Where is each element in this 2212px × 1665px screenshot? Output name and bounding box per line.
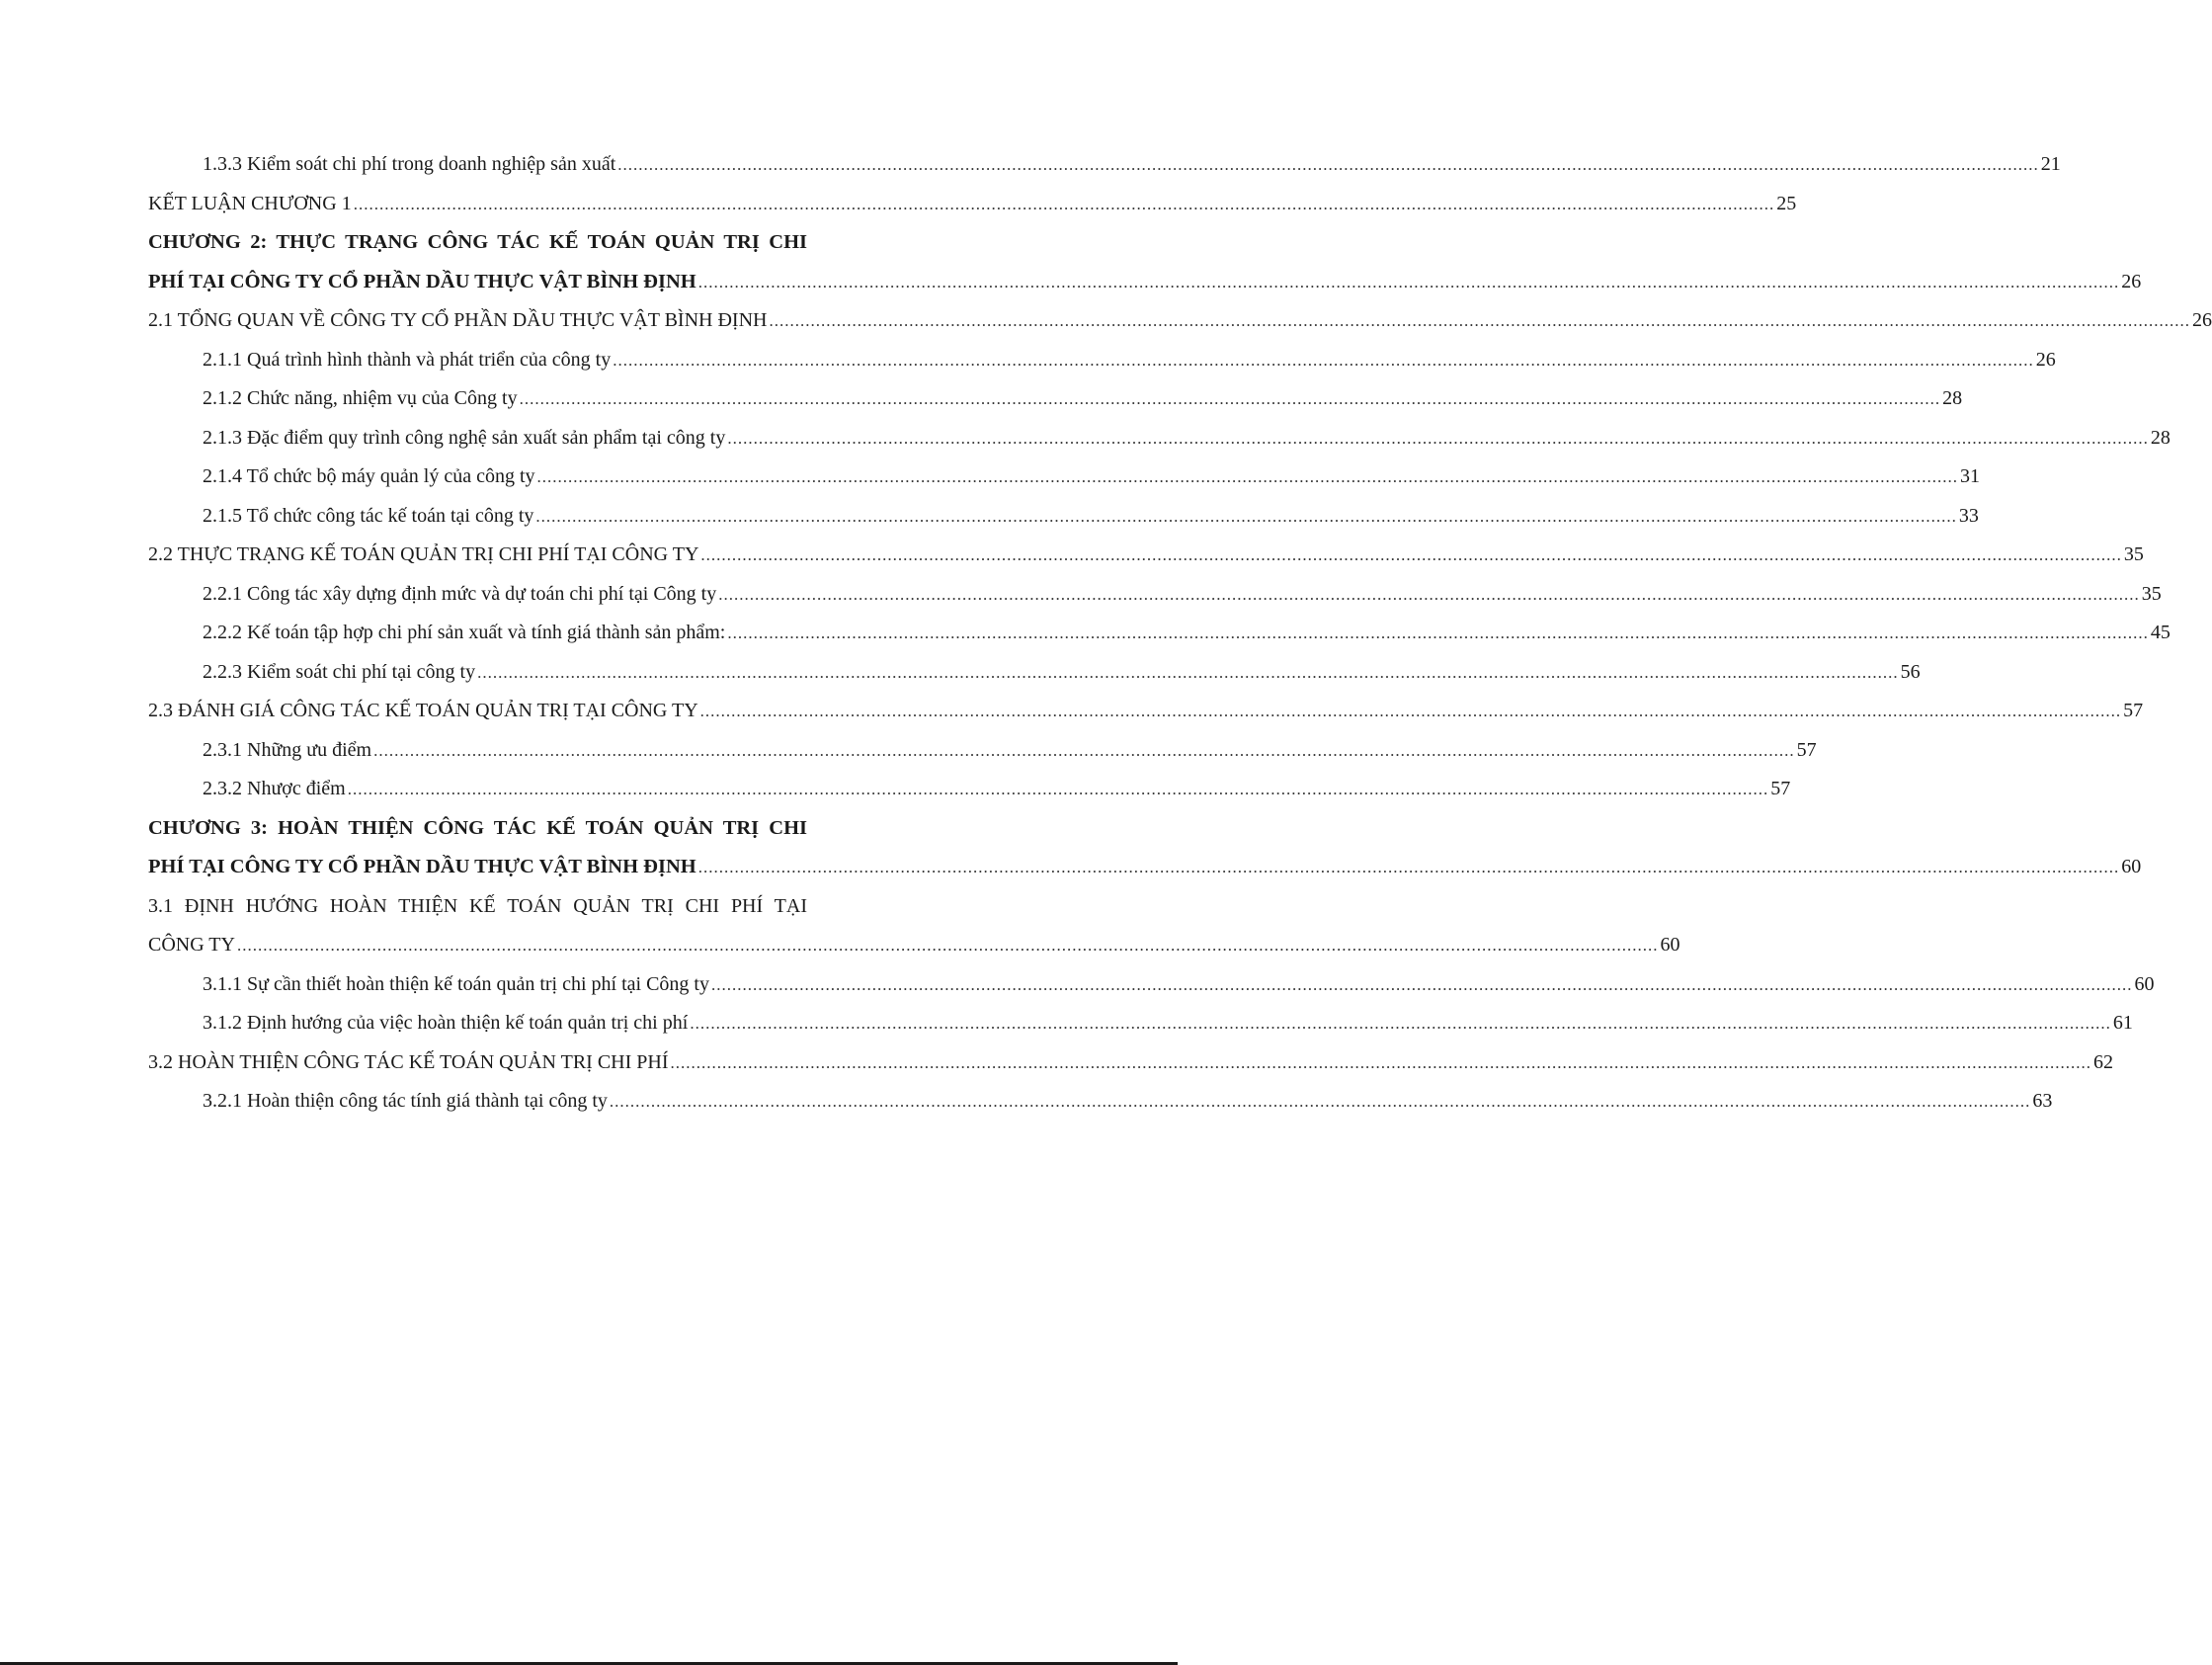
toc-entry-title: 2.1.3 Đặc điểm quy trình công nghệ sản xuất sản phẩm tại công ty: [203, 426, 726, 449]
dot-leader: [670, 1043, 2091, 1083]
toc-entry-title: 2.1 TỔNG QUAN VỀ CÔNG TY CỔ PHẦN DẦU THỰC VẬT BÌNH ĐỊNH: [148, 309, 768, 331]
toc-entry-title: 3.2 HOÀN THIỆN CÔNG TÁC KẾ TOÁN QUẢN TRỊ CHI PHÍ: [148, 1050, 669, 1073]
toc-page-number: 35: [2141, 582, 2162, 605]
toc-entry[interactable]: [148, 1004, 2133, 1043]
dot-leader: [698, 848, 2120, 887]
toc-page-number: 33: [1958, 504, 1979, 527]
toc-page-number: 60: [1660, 934, 1680, 956]
toc-page-number: 60: [2121, 856, 2142, 877]
toc-page-number: 28: [1942, 387, 1963, 409]
toc-entry[interactable]: [148, 536, 2144, 575]
toc-entry[interactable]: [148, 341, 2056, 380]
toc-page-number: 25: [1776, 192, 1797, 214]
toc-page-number: 62: [2092, 1050, 2113, 1073]
dot-leader: [348, 770, 1769, 809]
toc-entry-title: 2.3 ĐÁNH GIÁ CÔNG TÁC KẾ TOÁN QUẢN TRỊ TẠI CÔNG TY: [148, 700, 698, 721]
toc-entry[interactable]: [148, 731, 1817, 771]
toc-page-number: 26: [2121, 270, 2142, 292]
toc-entry[interactable]: [148, 379, 1963, 419]
toc-page-number: 26: [2035, 348, 2056, 371]
toc-entry[interactable]: [148, 1043, 2113, 1083]
dot-leader: [711, 965, 2133, 1005]
dot-leader: [698, 263, 2120, 302]
dot-leader: [718, 575, 2140, 615]
toc-entry[interactable]: [148, 653, 1921, 693]
toc-entry[interactable]: [148, 419, 2171, 458]
toc-entry-title: 3.2.1 Hoàn thiện công tác tính giá thành tại công ty: [203, 1090, 608, 1112]
toc-entry[interactable]: [148, 692, 2144, 731]
toc-page-number: 60: [2134, 972, 2155, 995]
toc-entry-title: 2.1.5 Tổ chức công tác kế toán tại công ty: [203, 504, 534, 527]
chapter-title-line: PHÍ TẠI CÔNG TY CỔ PHẦN DẦU THỰC VẬT BÌNH ĐỊNH: [148, 856, 696, 877]
toc-entry[interactable]: [148, 497, 1979, 537]
dot-leader: [700, 536, 2122, 575]
toc-entry-title: 2.1.1 Quá trình hình thành và phát triển của công ty: [203, 348, 612, 371]
table-of-contents: [148, 145, 2212, 1122]
toc-page-number: 63: [2032, 1090, 2053, 1112]
chapter-title-line: CHƯƠNG 3: HOÀN THIỆN CÔNG TÁC KẾ TOÁN QUẢN TRỊ CHI: [148, 816, 807, 839]
toc-entry[interactable]: [148, 770, 1791, 809]
toc-page-number: 21: [2040, 153, 2061, 175]
toc-entry-title-cont: CÔNG TY: [148, 934, 235, 956]
toc-page-number: 56: [1900, 660, 1921, 683]
toc-page-number: 57: [1796, 738, 1817, 761]
toc-entry-title: 2.3.1 Những ưu điểm: [203, 738, 372, 761]
toc-entry[interactable]: [148, 614, 2171, 653]
toc-entry-title: 3.1.2 Định hướng của việc hoàn thiện kế toán quản trị chi phí: [203, 1012, 689, 1034]
toc-page-number: 57: [1770, 778, 1791, 799]
dot-leader: [727, 419, 2149, 458]
toc-entry[interactable]: [148, 301, 2212, 341]
toc-entry[interactable]: [148, 965, 2155, 1005]
toc-page-number: 31: [1960, 465, 1981, 487]
toc-entry-title: KẾT LUẬN CHƯƠNG 1: [148, 192, 352, 214]
toc-entry-title: 3.1 ĐỊNH HƯỚNG HOÀN THIỆN KẾ TOÁN QUẢN TRỊ CHI PHÍ TẠI: [148, 894, 807, 917]
dot-leader: [727, 614, 2149, 653]
dot-leader: [613, 341, 2034, 380]
toc-entry-title: 2.2.1 Công tác xây dựng định mức và dự toán chi phí tại Công ty: [203, 582, 717, 605]
chapter-title-line: CHƯƠNG 2: THỰC TRẠNG CÔNG TÁC KẾ TOÁN QUẢN TRỊ CHI: [148, 231, 807, 253]
dot-leader: [690, 1004, 2111, 1043]
toc-entry-title: 2.1.4 Tổ chức bộ máy quản lý của công ty: [203, 465, 535, 487]
toc-entry-title: 1.3.3 Kiểm soát chi phí trong doanh nghiệp sản xuất: [203, 153, 616, 175]
dot-leader: [373, 731, 1795, 771]
toc-entry-title: 2.2.2 Kế toán tập hợp chi phí sản xuất và tính giá thành sản phẩm:: [203, 622, 726, 643]
toc-entry[interactable]: [148, 1082, 2053, 1122]
toc-entry-title: 3.1.1 Sự cần thiết hoàn thiện kế toán quản trị chi phí tại Công ty: [203, 972, 709, 995]
dot-leader: [769, 301, 2190, 341]
toc-page-number: 61: [2112, 1012, 2133, 1034]
toc-page-number: 45: [2150, 622, 2171, 643]
toc-entry-title: 2.1.2 Chức năng, nhiệm vụ của Công ty: [203, 387, 518, 409]
dot-leader: [477, 653, 1899, 693]
chapter-title-line: PHÍ TẠI CÔNG TY CỔ PHẦN DẦU THỰC VẬT BÌNH ĐỊNH: [148, 270, 696, 292]
toc-entry[interactable]: [148, 185, 1797, 224]
dot-leader: [537, 458, 1959, 497]
toc-entry[interactable]: [148, 145, 2061, 185]
dot-leader: [520, 379, 1941, 419]
toc-page-number: 26: [2191, 309, 2212, 331]
toc-chapter-heading[interactable]: [148, 809, 2142, 887]
toc-entry[interactable]: [148, 887, 1680, 965]
dot-leader: [535, 497, 1957, 537]
toc-entry-title: 2.2.3 Kiểm soát chi phí tại công ty: [203, 660, 476, 683]
toc-page-number: 35: [2123, 543, 2144, 565]
toc-entry[interactable]: [148, 575, 2162, 615]
toc-chapter-heading[interactable]: [148, 223, 2142, 301]
dot-leader: [700, 692, 2122, 731]
dot-leader: [354, 185, 1775, 224]
dot-leader: [237, 926, 1659, 965]
dot-leader: [617, 145, 2039, 185]
dot-leader: [610, 1082, 2031, 1122]
toc-page-number: 57: [2123, 700, 2144, 721]
toc-page-number: 28: [2150, 426, 2171, 449]
toc-entry-title: 2.2 THỰC TRẠNG KẾ TOÁN QUẢN TRỊ CHI PHÍ TẠI CÔNG TY: [148, 543, 699, 565]
toc-entry[interactable]: [148, 458, 1981, 497]
toc-entry-title: 2.3.2 Nhược điểm: [203, 778, 346, 799]
